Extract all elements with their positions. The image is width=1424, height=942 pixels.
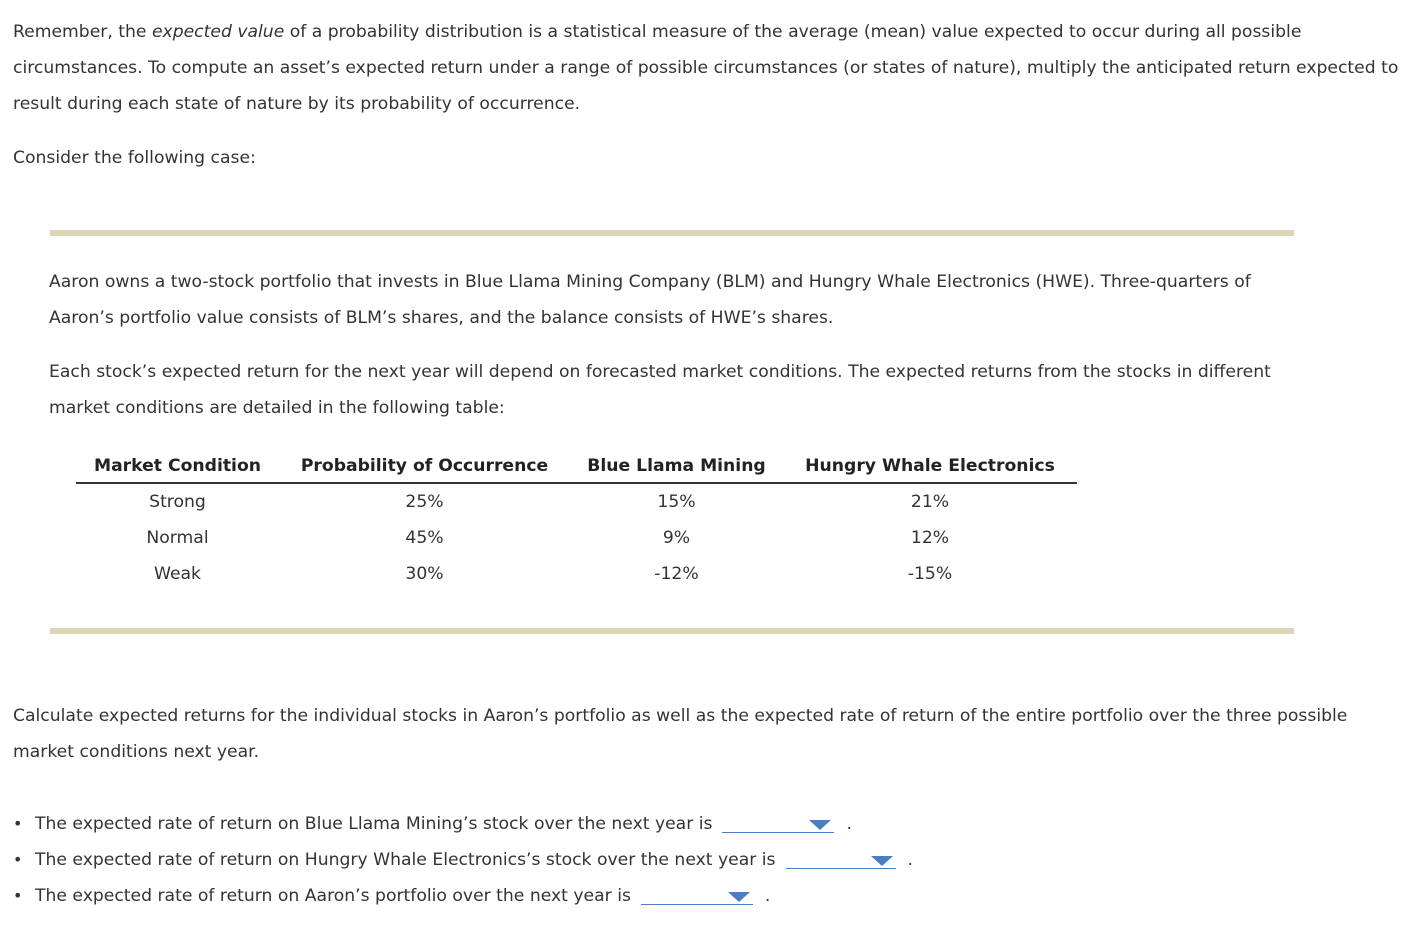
intro-text-after: of a probability distribution is a statistical measure of the average (mean) value expected to occur during all possible circumstances. To compute an asset’s expected return under a range of possible circumstances (or states of nature), multiply the anticipated return expected to result during each state of nature by its probability of occurrence. <box>13 22 1399 114</box>
intro-paragraph <box>13 14 1408 122</box>
probability-cell: 45% <box>405 528 444 548</box>
period: . <box>764 886 771 906</box>
probability-cell: 30% <box>405 564 444 584</box>
chevron-down-icon[interactable] <box>809 820 831 830</box>
case-paragraph-conditions: Each stock’s expected return for the next year will depend on forecasted market conditions. The expected returns from the stocks in different market conditions are detailed in the following table: <box>49 362 1271 418</box>
intro-emphasis: expected value <box>151 22 285 42</box>
hwe-return-cell: -15% <box>907 564 953 584</box>
returns-table <box>76 450 1077 592</box>
case-divider-top <box>50 230 1294 236</box>
chevron-down-icon[interactable] <box>871 856 893 866</box>
hwe-return-cell: 12% <box>910 528 950 548</box>
header-market-condition: Market Condition <box>76 450 279 483</box>
question-blm-expected-return <box>13 806 913 842</box>
hwe-return-cell: 21% <box>910 492 950 512</box>
blm-return-cell: 9% <box>662 528 691 548</box>
bullet: • <box>13 886 23 905</box>
case-divider-bottom <box>50 628 1294 634</box>
header-hungry-whale-electronics: Hungry Whale Electronics <box>783 450 1077 483</box>
period: . <box>846 814 852 834</box>
question-text: The expected rate of return on Blue Llama Mining’s stock over the next year is <box>35 814 713 834</box>
portfolio-expected-return-dropdown[interactable] <box>641 878 753 905</box>
question-hwe-expected-return <box>13 842 913 878</box>
bullet: • <box>13 850 23 869</box>
calculate-instructions: Calculate expected returns for the individual stocks in Aaron’s portfolio as well as the expected rate of return of the entire portfolio over the three possible market conditions next year. <box>13 706 1348 762</box>
probability-cell: 25% <box>405 492 444 512</box>
table-row <box>76 520 1077 556</box>
consider-label: Consider the following case: <box>13 148 256 168</box>
intro-text-before: Remember, the <box>13 22 152 42</box>
blm-return-cell: 15% <box>657 492 696 512</box>
header-blue-llama-mining: Blue Llama Mining <box>570 450 783 483</box>
question-text: The expected rate of return on Hungry Whale Electronics’s stock over the next year is <box>35 850 776 870</box>
question-portfolio-expected-return <box>13 878 913 914</box>
blm-expected-return-dropdown[interactable] <box>722 806 834 833</box>
table-row <box>76 483 1077 520</box>
question-text: The expected rate of return on Aaron’s portfolio over the next year is <box>35 886 631 906</box>
case-paragraph-portfolio: Aaron owns a two-stock portfolio that invests in Blue Llama Mining Company (BLM) and Hungry Whale Electronics (HWE). Three-quarters of Aaron’s portfolio value consists of BLM’s shares, and the balance consists of HWE’s shares. <box>49 272 1251 328</box>
table-header-row <box>76 450 1077 483</box>
chevron-down-icon[interactable] <box>728 892 750 902</box>
header-probability: Probability of Occurrence <box>279 450 570 483</box>
blm-return-cell: -12% <box>654 564 699 584</box>
period: . <box>907 850 913 870</box>
bullet: • <box>13 814 23 833</box>
market-condition-cell: Strong <box>149 492 206 512</box>
market-condition-cell: Normal <box>146 528 209 548</box>
market-condition-cell: Weak <box>153 564 202 584</box>
table-row <box>76 556 1077 592</box>
question-list <box>13 806 913 914</box>
hwe-expected-return-dropdown[interactable] <box>786 842 896 869</box>
